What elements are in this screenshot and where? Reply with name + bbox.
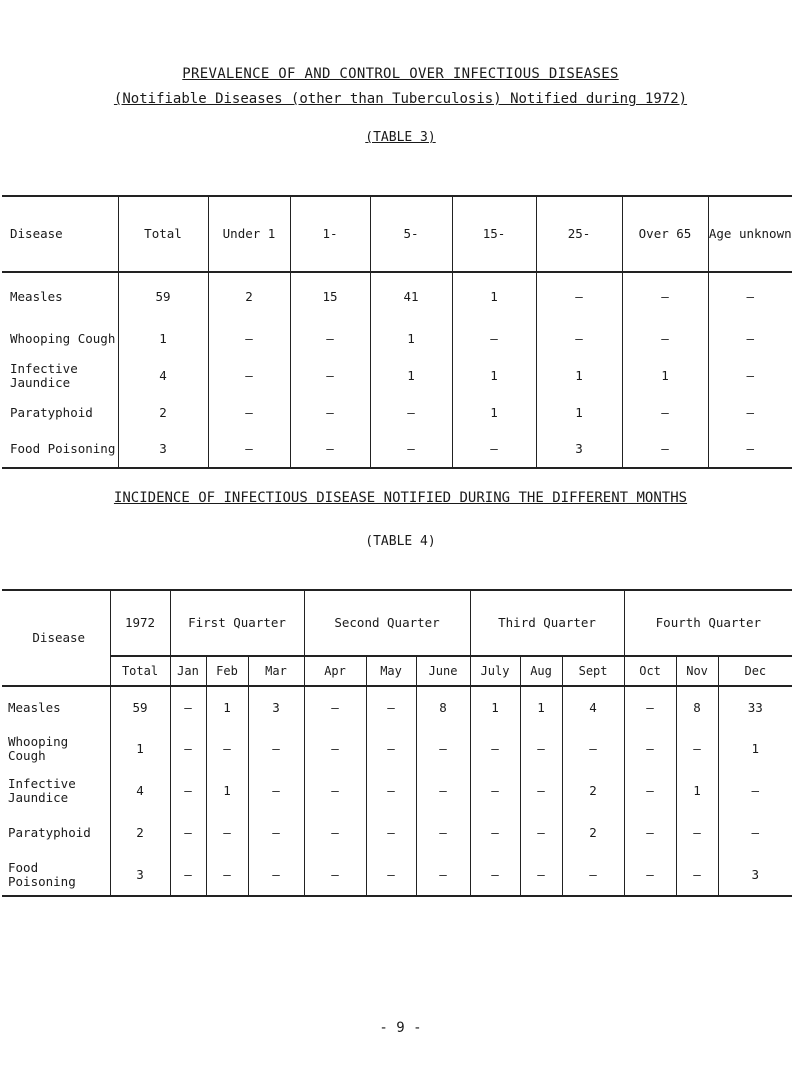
month-header: Sept [562, 656, 624, 686]
table3-cell: 1 [452, 272, 536, 320]
table4-cell: – [624, 770, 676, 812]
disease-name: Whooping Cough [8, 734, 69, 763]
age-distribution-table [2, 195, 792, 469]
table3-cell: – [708, 431, 792, 468]
table4-row [2, 812, 792, 854]
table4-cell: – [520, 728, 562, 770]
table4-cell: – [248, 812, 304, 854]
month-header: Jan [170, 656, 206, 686]
table4-year-header: 1972 [110, 590, 170, 656]
table3-cell: – [536, 272, 622, 320]
table4-cell: 2 [110, 812, 170, 854]
table4-cell: 4 [110, 770, 170, 812]
table3-column-header: Age unknown [708, 196, 792, 272]
table3-cell: 15 [290, 272, 370, 320]
table3-cell: – [370, 431, 452, 468]
table4-cell: – [718, 812, 792, 854]
table4-cell: – [416, 728, 470, 770]
disease-name: Measles [10, 288, 63, 304]
table3-cell: – [370, 394, 452, 431]
table4-cell: – [624, 686, 676, 728]
table3-cell: – [622, 272, 708, 320]
table4-cell: – [304, 728, 366, 770]
table3-header-row [2, 196, 792, 272]
table4-cell: – [676, 854, 718, 896]
disease-name: Infective Jaundice [10, 360, 78, 390]
table3-column-header: Total [118, 196, 208, 272]
disease-name: Paratyphoid [10, 404, 93, 420]
table4-cell: – [562, 728, 624, 770]
disease-name: Food Poisoning [8, 859, 76, 889]
table4-cell: – [470, 854, 520, 896]
table3-row [2, 431, 792, 468]
table4-cell: – [304, 812, 366, 854]
table3-cell: – [708, 394, 792, 431]
table3-cell: 41 [370, 272, 452, 320]
table4-cell: 1 [110, 728, 170, 770]
table4-cell: – [624, 728, 676, 770]
month-header: Dec [718, 656, 792, 686]
table3-cell: 59 [118, 272, 208, 320]
table3-row [2, 394, 792, 431]
table4-cell: – [170, 770, 206, 812]
table4-cell: 59 [110, 686, 170, 728]
month-header: Apr [304, 656, 366, 686]
table3-label: (TABLE 3) [365, 130, 436, 145]
table4-disease-header: Disease [2, 590, 110, 686]
table3-cell: – [708, 320, 792, 357]
table4-cell: – [562, 854, 624, 896]
table3-cell: 3 [118, 431, 208, 468]
table4-cell: – [718, 770, 792, 812]
table4-cell: – [304, 686, 366, 728]
table3-cell: – [208, 320, 290, 357]
table4-cell: – [366, 728, 416, 770]
table4-cell: – [304, 854, 366, 896]
table3-row [2, 320, 792, 357]
table4-cell: – [304, 770, 366, 812]
month-header: Nov [676, 656, 718, 686]
table3-cell: 4 [118, 357, 208, 394]
table4-cell: – [624, 812, 676, 854]
table3-cell: 2 [208, 272, 290, 320]
table3-row [2, 272, 792, 320]
table3-cell: – [622, 431, 708, 468]
table4-cell: 2 [562, 770, 624, 812]
disease-name: Whooping Cough [10, 330, 116, 346]
table3-cell: – [708, 272, 792, 320]
table3-column-header: 5- [370, 196, 452, 272]
table4-cell: – [366, 854, 416, 896]
table4-cell: – [366, 686, 416, 728]
section-title: INCIDENCE OF INFECTIOUS DISEASE NOTIFIED DURING THE DIFFERENT MONTHS [113, 490, 688, 506]
table3-column-header: Disease [2, 196, 118, 272]
table4-cell: – [248, 728, 304, 770]
table3-column-header: 1- [290, 196, 370, 272]
month-header: Mar [248, 656, 304, 686]
table4-cell: – [470, 728, 520, 770]
table4-cell: – [624, 854, 676, 896]
table4-cell: 1 [206, 686, 248, 728]
table3-cell: – [622, 394, 708, 431]
table4-label: (TABLE 4) [365, 534, 436, 549]
table4-cell: – [470, 812, 520, 854]
table3-cell: 1 [370, 357, 452, 394]
disease-name: Infective Jaundice [8, 776, 76, 805]
table4-cell: – [206, 812, 248, 854]
table3-cell: – [452, 320, 536, 357]
table4-cell: – [520, 854, 562, 896]
table4-head [2, 590, 792, 686]
table4-cell: – [416, 854, 470, 896]
table4-cell: – [170, 686, 206, 728]
table4-cell: – [470, 770, 520, 812]
table4-cell: – [248, 854, 304, 896]
month-header: May [366, 656, 416, 686]
table4-subheader-row [2, 656, 792, 686]
table3-cell: – [290, 431, 370, 468]
table3-cell: – [622, 320, 708, 357]
table4-cell: – [416, 812, 470, 854]
table4-cell: – [170, 854, 206, 896]
table3-cell: 1 [118, 320, 208, 357]
month-header: Total [110, 656, 170, 686]
table3-column-header: Under 1 [208, 196, 290, 272]
table3-cell: 3 [536, 431, 622, 468]
table4-header-row [2, 590, 792, 656]
table4-row [2, 686, 792, 728]
table4-cell: 8 [676, 686, 718, 728]
table4-cell: – [206, 854, 248, 896]
table3-cell: – [290, 357, 370, 394]
table4-cell: – [170, 812, 206, 854]
table4-cell: 8 [416, 686, 470, 728]
table4-cell: – [416, 770, 470, 812]
table4-cell: 3 [248, 686, 304, 728]
table4-cell: 1 [520, 686, 562, 728]
page-title: PREVALENCE OF AND CONTROL OVER INFECTIOUS DISEASES [182, 66, 619, 82]
table3-cell: 1 [370, 320, 452, 357]
table4-cell: 1 [470, 686, 520, 728]
table4-cell: – [248, 770, 304, 812]
month-header: Oct [624, 656, 676, 686]
disease-name: Paratyphoid [8, 825, 91, 840]
table4-cell: 33 [718, 686, 792, 728]
table4-cell: 1 [206, 770, 248, 812]
table4-cell: – [366, 812, 416, 854]
quarter-header: Second Quarter [304, 590, 470, 656]
table4-cell: 3 [110, 854, 170, 896]
table3-cell: 1 [452, 357, 536, 394]
table3-cell: – [536, 320, 622, 357]
table4-row [2, 854, 792, 896]
page-number: - 9 - [379, 1020, 422, 1036]
table4-cell: – [676, 812, 718, 854]
table3-column-header: Over 65 [622, 196, 708, 272]
page-subtitle: (Notifiable Diseases (other than Tuberculosis) Notified during 1972) [113, 91, 688, 107]
table3-cell: – [290, 320, 370, 357]
month-header: July [470, 656, 520, 686]
table4-cell: – [206, 728, 248, 770]
quarter-header: First Quarter [170, 590, 304, 656]
table3-cell: – [452, 431, 536, 468]
month-header: Aug [520, 656, 562, 686]
table3-cell: – [208, 357, 290, 394]
quarter-header: Third Quarter [470, 590, 624, 656]
table4-body [2, 686, 792, 896]
table4-cell: 2 [562, 812, 624, 854]
table4-cell: – [520, 812, 562, 854]
table3-body [2, 272, 792, 468]
table3-cell: 2 [118, 394, 208, 431]
month-header: Feb [206, 656, 248, 686]
table4-cell: – [366, 770, 416, 812]
table4-cell: – [520, 770, 562, 812]
table3-cell: – [290, 394, 370, 431]
table4-row [2, 728, 792, 770]
disease-name: Food Poisoning [10, 441, 116, 456]
table3-cell: 1 [452, 394, 536, 431]
table3-column-header: 25- [536, 196, 622, 272]
table3-cell: – [708, 357, 792, 394]
table3-column-header: 15- [452, 196, 536, 272]
table3-row [2, 357, 792, 394]
table3-cell: – [208, 431, 290, 468]
table3-cell: – [208, 394, 290, 431]
table3-cell: 1 [536, 394, 622, 431]
table3-cell: 1 [622, 357, 708, 394]
table4-cell: – [676, 728, 718, 770]
table4-cell: 1 [676, 770, 718, 812]
monthly-incidence-table [2, 589, 792, 897]
quarter-header: Fourth Quarter [624, 590, 792, 656]
table4-cell: 1 [718, 728, 792, 770]
table4-cell: 4 [562, 686, 624, 728]
table4-cell: 3 [718, 854, 792, 896]
disease-name: Measles [8, 699, 61, 715]
table4-cell: – [170, 728, 206, 770]
table3-cell: 1 [536, 357, 622, 394]
table4-row [2, 770, 792, 812]
month-header: June [416, 656, 470, 686]
